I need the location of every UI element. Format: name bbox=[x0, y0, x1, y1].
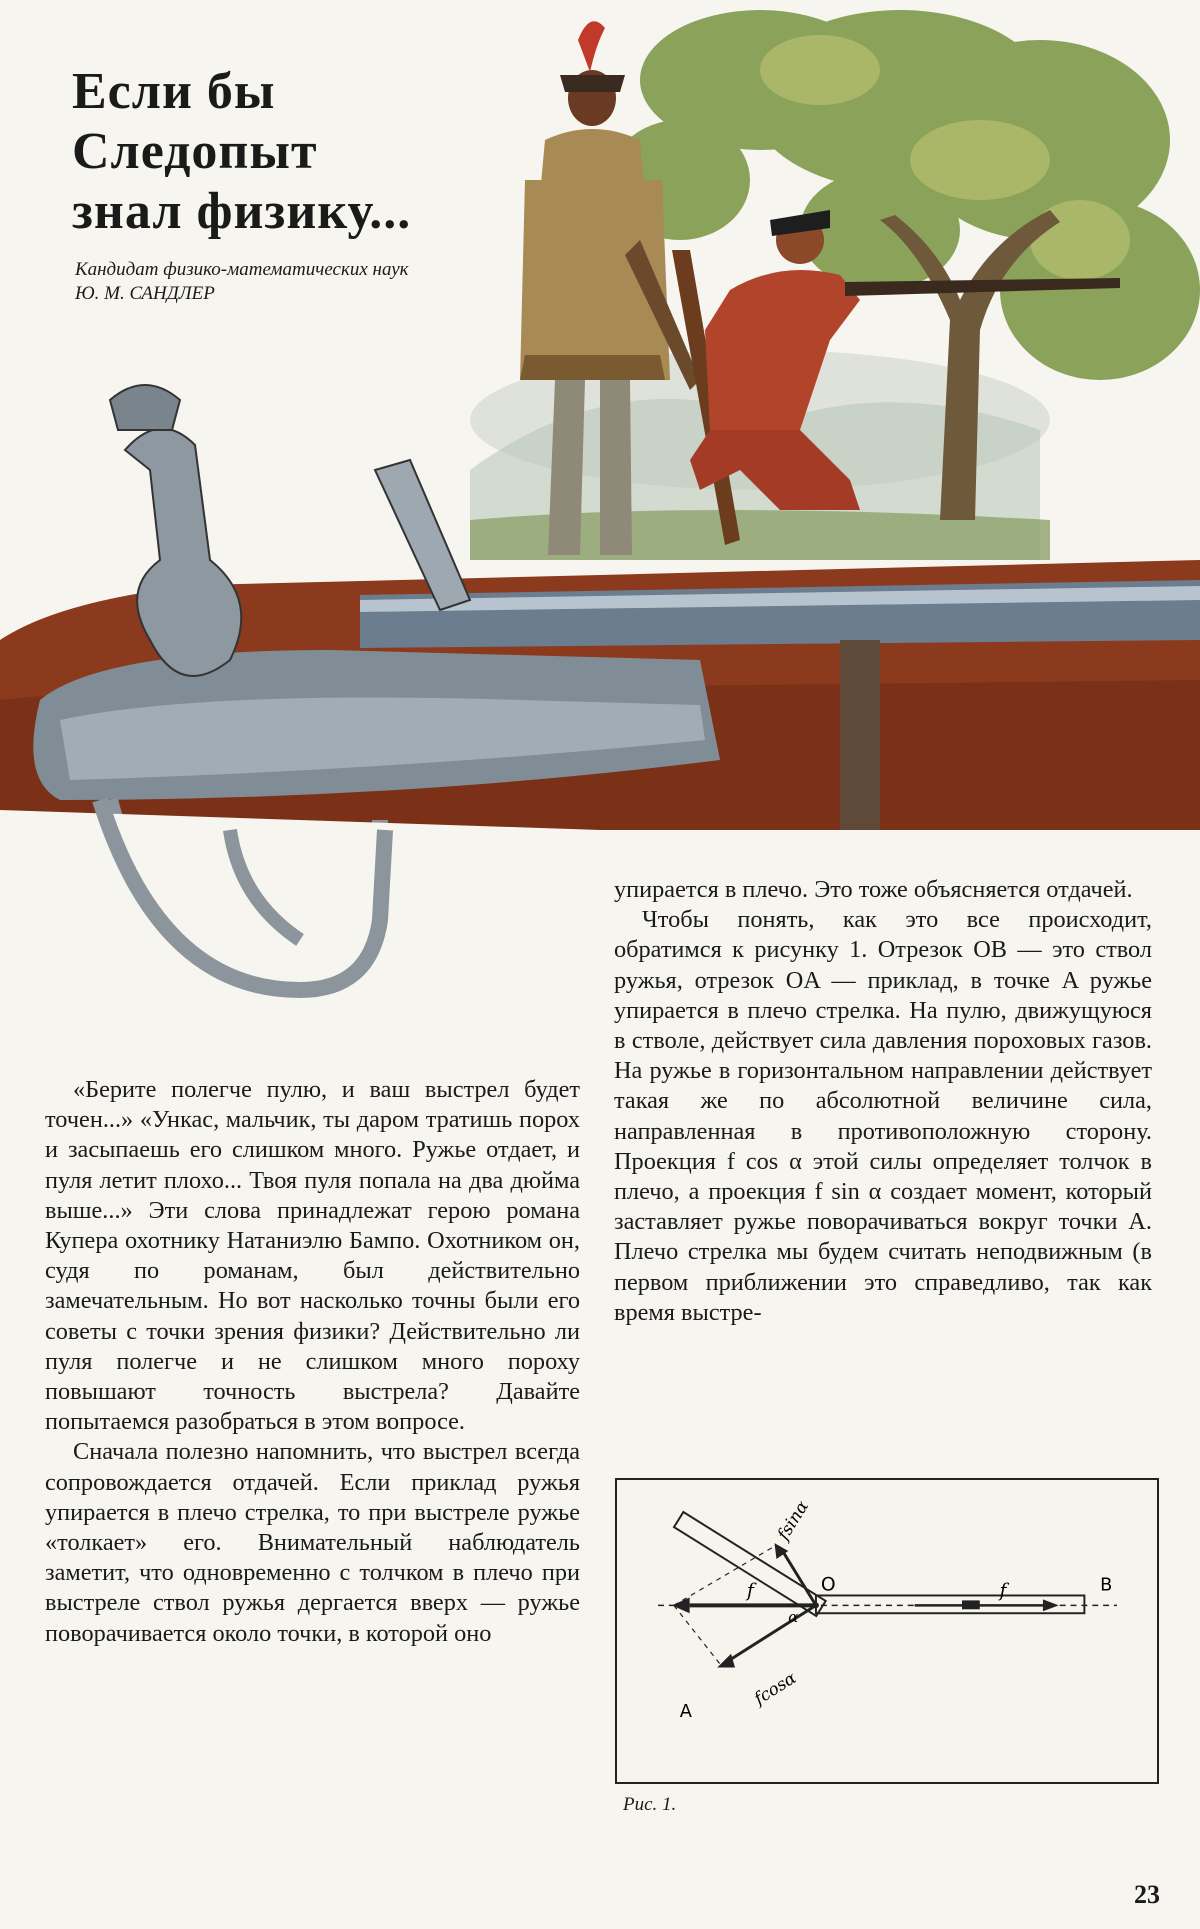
figure-caption: Рис. 1. bbox=[623, 1794, 677, 1815]
label-f-left: f bbox=[746, 1580, 754, 1602]
force-diagram bbox=[617, 1480, 1157, 1782]
left-column bbox=[45, 1075, 580, 1649]
label-b: B bbox=[1100, 1575, 1113, 1596]
article-title bbox=[72, 62, 492, 242]
fcos-arrow bbox=[727, 1605, 816, 1661]
page-number: 23 bbox=[1134, 1880, 1160, 1909]
title-line: Следопыт bbox=[72, 123, 318, 180]
author-degree: Кандидат физико-математических наук bbox=[75, 259, 409, 280]
label-a: A bbox=[679, 1701, 692, 1722]
title-line: знал физику... bbox=[72, 183, 412, 240]
paragraph: упирается в плечо. Это тоже объясняется отдачей. bbox=[614, 876, 1133, 903]
right-column bbox=[614, 875, 1152, 1328]
paragraph: Чтобы понять, как это все происходит, обратимся к рисунку 1. Отрезок OB — это ствол ружья, отрезок OA — приклад, в точке A ружье упирается в плечо стрелка. На пулю, движущуюся в стволе, действует сила давления пороховых газов. На ружье в горизонтальном направлении действует такая же по абсолютной величине сила, направленная в противоположную сторону. Проекция f cos α этой силы определяет толчок в плечо, а проекция f sin α создает момент, который заставляет ружье поворачиваться вокруг точки A. Плечо стрелка мы будем считать неподвижным (в первом приближении это справедливо, так как время выстре- bbox=[614, 906, 1152, 1326]
author-byline bbox=[75, 258, 515, 306]
author-name: Ю. М. САНДЛЕР bbox=[75, 283, 215, 304]
label-f-right: f bbox=[999, 1580, 1007, 1602]
label-o: O bbox=[820, 1574, 836, 1596]
paragraph: Сначала полезно напомнить, что выстрел всегда сопровождается отдачей. Если приклад ружья упирается в плечо стрелка, то при выстреле ружье «толкает» его. Внимательный наблюдатель заметит, что одновременно с толчком в плечо при выстреле ствол ружья дергается вверх — ружье поворачивается около точки, в которой оно bbox=[45, 1438, 580, 1647]
figure-1-force-diagram bbox=[615, 1478, 1159, 1784]
label-alpha: α bbox=[788, 1609, 799, 1627]
title-line: Если бы bbox=[72, 63, 276, 120]
label-fsin: fsinα bbox=[772, 1496, 813, 1544]
label-fcos: fcosα bbox=[750, 1667, 800, 1709]
paragraph: «Берите полегче пулю, и ваш выстрел будет точен...» «Ункас, мальчик, ты даром тратишь порох и засыпаешь его слишком много. Ружье отдает, и пуля летит плохо... Твоя пуля попала на два дюйма выше...» Эти слова принадлежат герою романа Купера охотнику Натаниэлю Бампо. Охотником он, судя по романам, был действительно замечательным. Но вот насколько точны были его советы с точки зрения физики? Действительно ли пуля полегче и не слишком много пороху повышают точность выстрела? Давайте попытаемся разобраться в этом вопросе. bbox=[45, 1076, 580, 1436]
